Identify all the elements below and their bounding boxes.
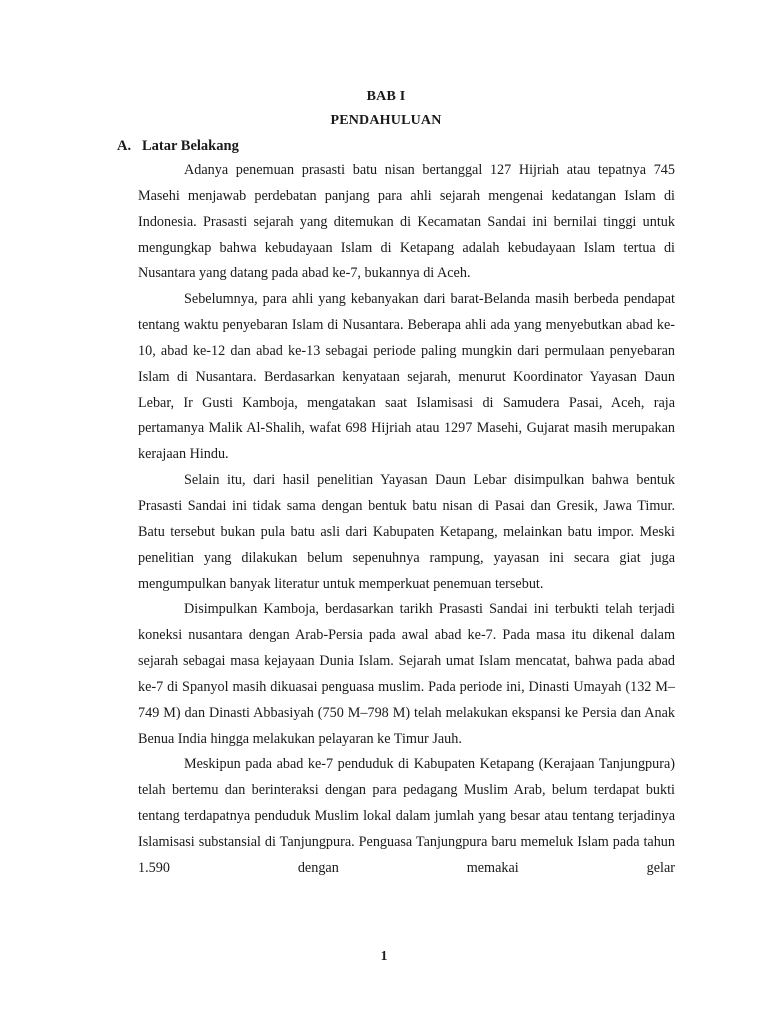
paragraph-4: Disimpulkan Kamboja, berdasarkan tarikh Prasasti Sandai ini terbukti telah terjadi koneksi nusantara dengan Arab-Persia pada awal abad ke-7. Pada masa itu dikenal dalam sejarah sebagai masa kejayaan Dunia Islam. Sejarah umat Islam mencatat, bahwa pada abad ke-7 di Spanyol masih dikuasai penguasa muslim. Pada periode ini, Dinasti Umayah (132 M–749 M) dan Dinasti Abbasiyah (750 M–798 M) telah melakukan ekspansi ke Persia dan Anak Benua India hingga melakukan pelayaran ke Timur Jauh. bbox=[138, 601, 675, 747]
paragraph-1: Adanya penemuan prasasti batu nisan bertanggal 127 Hijriah atau tepatnya 745 Masehi menjawab perdebatan panjang para ahli sejarah mengenai kedatangan Islam di Indonesia. Prasasti sejarah yang ditemukan di Kecamatan Sandai ini bernilai tinggi untuk mengungkap bahwa kebudayaan Islam di Ketapang adalah kebudayaan Islam tertua di Nusantara yang datang pada abad ke-7, bukannya di Aceh. bbox=[138, 162, 675, 282]
paragraph-2: Sebelumnya, para ahli yang kebanyakan dari barat-Belanda masih berbeda pendapat tentang waktu penyebaran Islam di Nusantara. Beberapa ahli ada yang menyebutkan abad ke-10, abad ke-12 dan abad ke-13 sebagai periode paling mungkin dari permulaan penyebaran Islam di Nusantara. Berdasarkan kenyataan sejarah, menurut Koordinator Yayasan Daun Lebar, Ir Gusti Kamboja, mengatakan saat Islamisasi di Samudera Pasai, Aceh, raja pertamanya Malik Al-Shalih, wafat 698 Hijriah atau 1297 Masehi, Gujarat masih merupakan kerajaan Hindu. bbox=[138, 291, 675, 463]
section-heading bbox=[117, 138, 239, 155]
section-marker: A. bbox=[117, 138, 132, 154]
chapter-title: PENDAHULUAN bbox=[330, 113, 442, 128]
body-text bbox=[138, 158, 675, 882]
paragraph-3: Selain itu, dari hasil penelitian Yayasan Daun Lebar disimpulkan bahwa bentuk Prasasti Sandai ini tidak sama dengan bentuk batu nisan di Pasai dan Gresik, Jawa Timur. Batu tersebut bukan pula batu asli dari Kabupaten Ketapang, melainkan batu impor. Meski penelitian yang dilakukan belum sepenuhnya rampung, yayasan ini secara giat juga mengumpulkan banyak literatur untuk memperkuat penemuan tersebut. bbox=[138, 472, 675, 592]
section-title: Latar Belakang bbox=[142, 138, 239, 154]
page-number: 1 bbox=[380, 948, 388, 963]
chapter-number: BAB I bbox=[366, 89, 406, 104]
paragraph-5: Meskipun pada abad ke-7 penduduk di Kabupaten Ketapang (Kerajaan Tanjungpura) telah bertemu dan berinteraksi dengan para pedagang Muslim Arab, belum terdapat bukti tentang terdapatnya penduduk Muslim lokal dalam jumlah yang besar atau tentang terjadinya Islamisasi substansial di Tanjungpura. Penguasa Tanjungpura baru memeluk Islam pada tahun 1.590 dengan memakai gelar bbox=[138, 756, 675, 876]
